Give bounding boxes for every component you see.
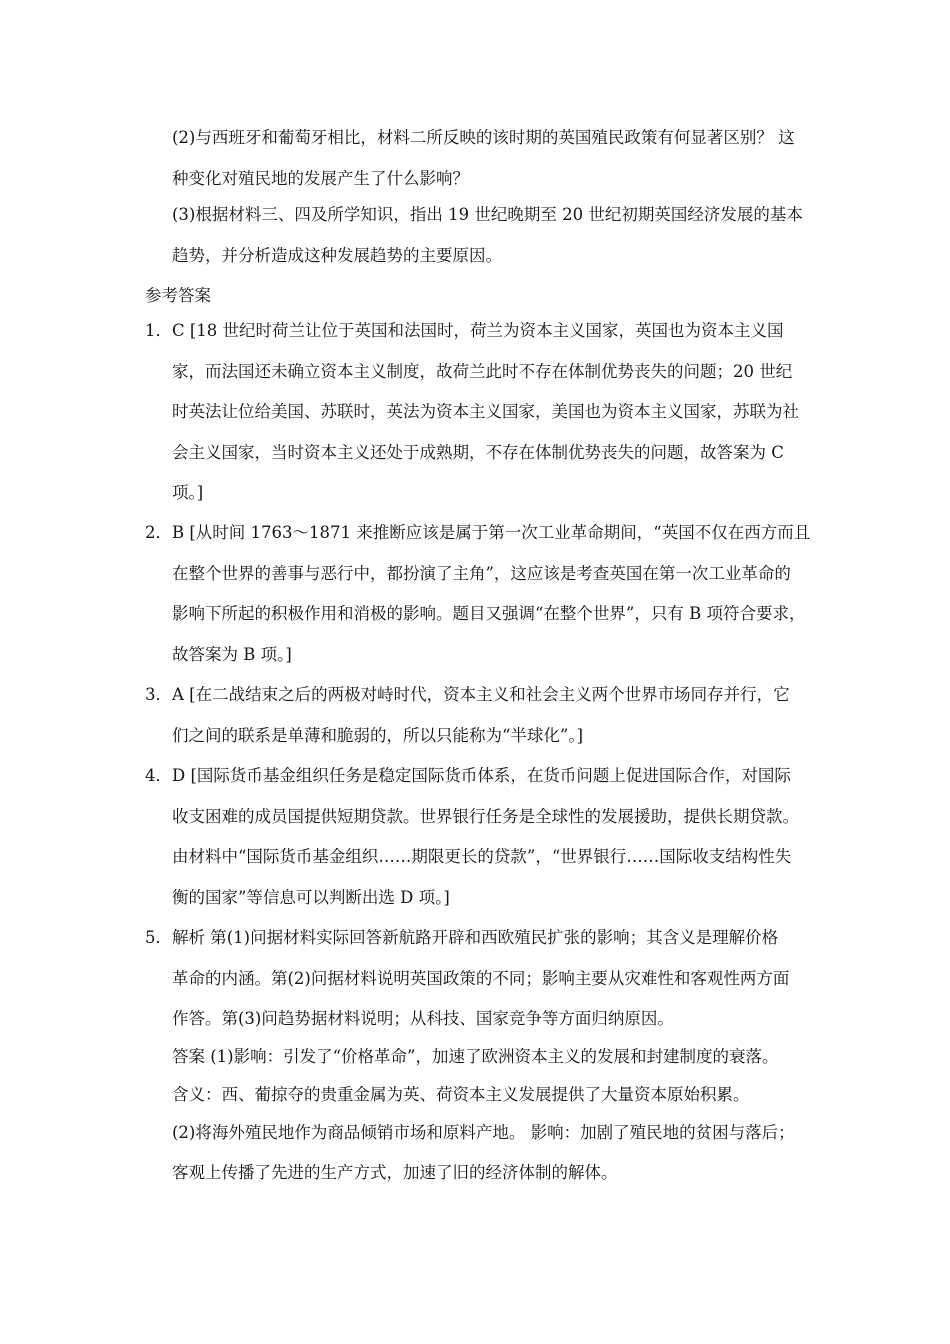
answer-number: 2． [145,523,172,542]
answer-number: 5． [145,928,172,947]
answer-3-line: 们之间的联系是单薄和脆弱的，所以只能称为“半球化”。] [172,726,584,745]
question-part2-line1: (2)与西班牙和葡萄牙相比，材料二所反映的该时期的英国殖民政策有何显著区别？ 这 [172,128,795,147]
answer-2-line: 在整个世界的善事与恶行中，都扮演了主角”，这应该是考查英国在第一次工业革命的 [172,564,791,583]
answer-2-line: 故答案为 B 项。] [172,645,292,664]
answer-1-line: 会主义国家，当时资本主义还处于成熟期，不存在体制优势丧失的问题，故答案为 C [172,443,784,462]
answer-2-line: 影响下所起的积极作用和消极的影响。题目又强调“在整个世界”，只有 B 项符合要求， [172,604,806,623]
answer-number: 4． [145,766,172,785]
question-part2-line2: 种变化对殖民地的发展产生了什么影响？ [172,169,469,188]
answer-1-line: 家，而法国还未确立资本主义制度，故荷兰此时不存在体制优势丧失的问题；20 世纪 [172,362,793,381]
answer-5-answer-line: 答案 (1)影响：引发了“价格革命”，加速了欧洲资本主义的发展和封建制度的衰落。 [172,1047,779,1066]
answer-4-line: D [国际货币基金组织任务是稳定国际货币体系，在货币问题上促进国际合作，对国际 [172,766,791,785]
answers-heading: 参考答案 [145,286,211,305]
answer-1-line: 时英法让位给美国、苏联时，英法为资本主义国家，美国也为资本主义国家，苏联为社 [172,402,799,421]
answer-5-analysis-line: 作答。第(3)问趋势据材料说明；从科技、国家竞争等方面归纳原因。 [172,1009,674,1028]
answer-5-analysis-line: 革命的内涵。第(2)问据材料说明英国政策的不同；影响主要从灾难性和客观性两方面 [172,969,790,988]
question-part3-line2: 趋势，并分析造成这种发展趋势的主要原因。 [172,246,502,265]
answer-2-line: B [从时间 1763～1871 来推断应该是属于第一次工业革命期间，“英国不仅在西方而且 [172,523,811,542]
answer-4-line: 由材料中“国际货币基金组织……期限更长的贷款”，“世界银行……国际收支结构性失 [172,847,792,866]
answer-number: 1． [145,321,172,340]
answer-1-line: 项。] [172,483,204,502]
answer-4-line: 收支困难的成员国提供短期贷款。世界银行任务是全球性的发展援助，提供长期贷款。 [172,807,799,826]
answer-5-analysis-line: 解析 第(1)问据材料实际回答新航路开辟和西欧殖民扩张的影响；其含义是理解价格 [172,928,779,947]
answer-4-line: 衡的国家”等信息可以判断出选 D 项。] [172,888,450,907]
answer-5-answer-line: 客观上传播了先进的生产方式，加速了旧的经济体制的解体。 [172,1163,618,1182]
answer-number: 3． [145,685,172,704]
answer-1-line: C [18 世纪时荷兰让位于英国和法国时，荷兰为资本主义国家，英国也为资本主义国 [172,321,784,340]
answer-5-answer-line: (2)将海外殖民地作为商品倾销市场和原料产地。 影响：加剧了殖民地的贫困与落后； [172,1123,795,1142]
question-part3-line1: (3)根据材料三、四及所学知识，指出 19 世纪晚期至 20 世纪初期英国经济发展的基本 [172,205,803,224]
answer-5-answer-line: 含义：西、葡掠夺的贵重金属为英、荷资本主义发展提供了大量资本原始积累。 [172,1085,750,1104]
answer-3-line: A [在二战结束之后的两极对峙时代，资本主义和社会主义两个世界市场同存并行，它 [172,685,790,704]
